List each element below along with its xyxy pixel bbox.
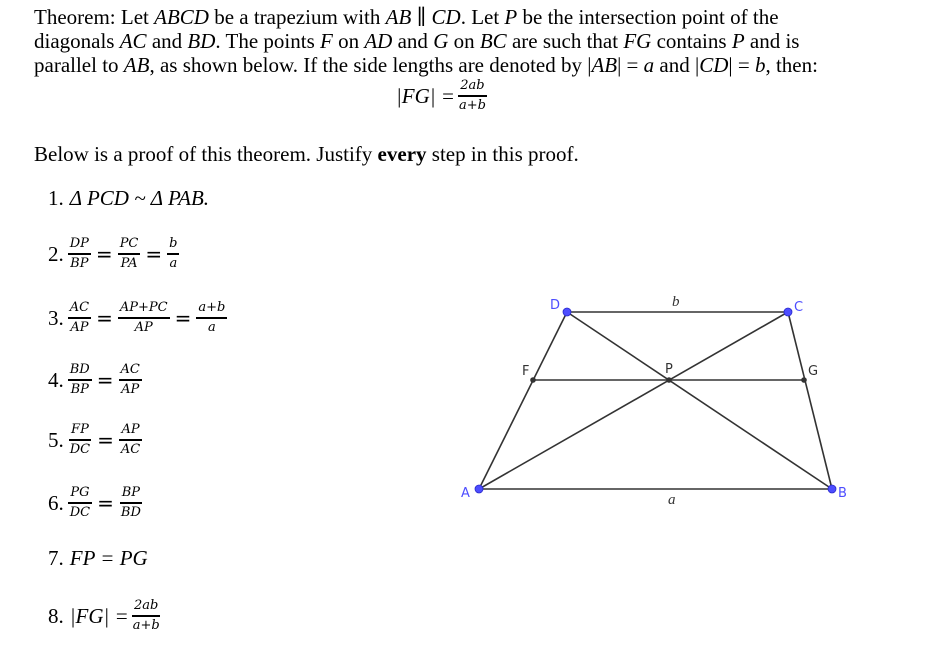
point-d — [563, 308, 571, 316]
step3-frac-3: $\frac{a+b}{a}$ — [198, 300, 226, 335]
point-f — [530, 377, 536, 383]
proof-step-5: 5. $\frac{FP}{DC}$ = $\frac{AP}{AC}$ — [48, 422, 141, 457]
proof-step-8: 8. |FG| = $\frac{2ab}{a+b}$ — [48, 598, 160, 633]
diagram-lines — [479, 312, 832, 489]
label-d: D — [550, 298, 561, 313]
step4-frac-1: $\frac{BD}{BP}$ — [69, 362, 90, 397]
label-a: A — [461, 486, 470, 501]
side-length-labels — [668, 294, 680, 508]
step5-frac-1: $\frac{FP}{DC}$ — [69, 422, 91, 457]
proof-step-1: 1. Δ PCD ~ Δ PAB. — [48, 186, 210, 210]
step2-frac-1: $\frac{DP}{BP}$ — [69, 236, 89, 271]
diagram-points — [475, 308, 836, 493]
diagram-labels — [461, 298, 847, 501]
side-ad — [479, 312, 567, 489]
proof-step-6: 6. $\frac{PG}{DC}$ = $\frac{BP}{BD}$ — [48, 485, 141, 520]
point-p — [666, 377, 672, 383]
proof-step-4: 4. $\frac{BD}{BP}$ = $\frac{AC}{AP}$ — [48, 362, 140, 397]
theorem-paragraph — [34, 5, 864, 77]
step2-frac-3: $\frac{b}{a}$ — [169, 236, 178, 271]
step8-frac: $\frac{2ab}{a+b}$ — [132, 598, 160, 633]
formula-lhs: |FG| = — [396, 83, 455, 108]
label-b: B — [838, 486, 847, 501]
formula-fraction: $\frac{2ab}{a+b}$ — [458, 78, 486, 113]
theorem-line-1: Theorem: Let ABCD be a trapezium with AB ∥ CD. Let P be the intersection point of the — [34, 5, 779, 29]
label-g: G — [808, 364, 819, 379]
label-f: F — [522, 364, 530, 379]
point-g — [801, 377, 807, 383]
label-side-a: a — [668, 492, 676, 508]
step6-frac-1: $\frac{PG}{DC}$ — [69, 485, 91, 520]
side-bc — [788, 312, 832, 489]
step2-frac-2: $\frac{PC}{PA}$ — [119, 236, 139, 271]
theorem-line-2: diagonals AC and BD. The points F on AD and G on BC are such that FG contains P and is — [34, 29, 800, 53]
point-a — [475, 485, 483, 493]
step4-frac-2: $\frac{AC}{AP}$ — [120, 362, 140, 397]
step6-frac-2: $\frac{BP}{BD}$ — [120, 485, 141, 520]
theorem-line-3: parallel to AB, as shown below. If the side lengths are denoted by |AB| = a and |CD| = b, then: — [34, 53, 818, 77]
point-c — [784, 308, 792, 316]
label-p: P — [665, 362, 673, 377]
theorem-formula — [396, 78, 490, 114]
label-c: C — [794, 300, 804, 315]
proof-step-3: 3. $\frac{AC}{AP}$ = $\frac{AP+PC}{AP}$ = $\frac{a+b}{a}$ — [48, 300, 226, 335]
diagonal-bd — [567, 312, 832, 489]
step3-frac-2: $\frac{AP+PC}{AP}$ — [119, 300, 168, 335]
proof-step-2: 2. $\frac{DP}{BP}$ = $\frac{PC}{PA}$ = $\frac{b}{a}$ — [48, 236, 178, 271]
step5-frac-2: $\frac{AP}{AC}$ — [120, 422, 141, 457]
instruction-text: Below is a proof of this theorem. Justify every step in this proof. — [34, 142, 579, 166]
point-b — [828, 485, 836, 493]
proof-step-7: 7. FP = PG — [48, 546, 148, 570]
label-side-b: b — [672, 294, 680, 310]
step3-frac-1: $\frac{AC}{AP}$ — [69, 300, 90, 335]
diagonal-ac — [479, 312, 788, 489]
